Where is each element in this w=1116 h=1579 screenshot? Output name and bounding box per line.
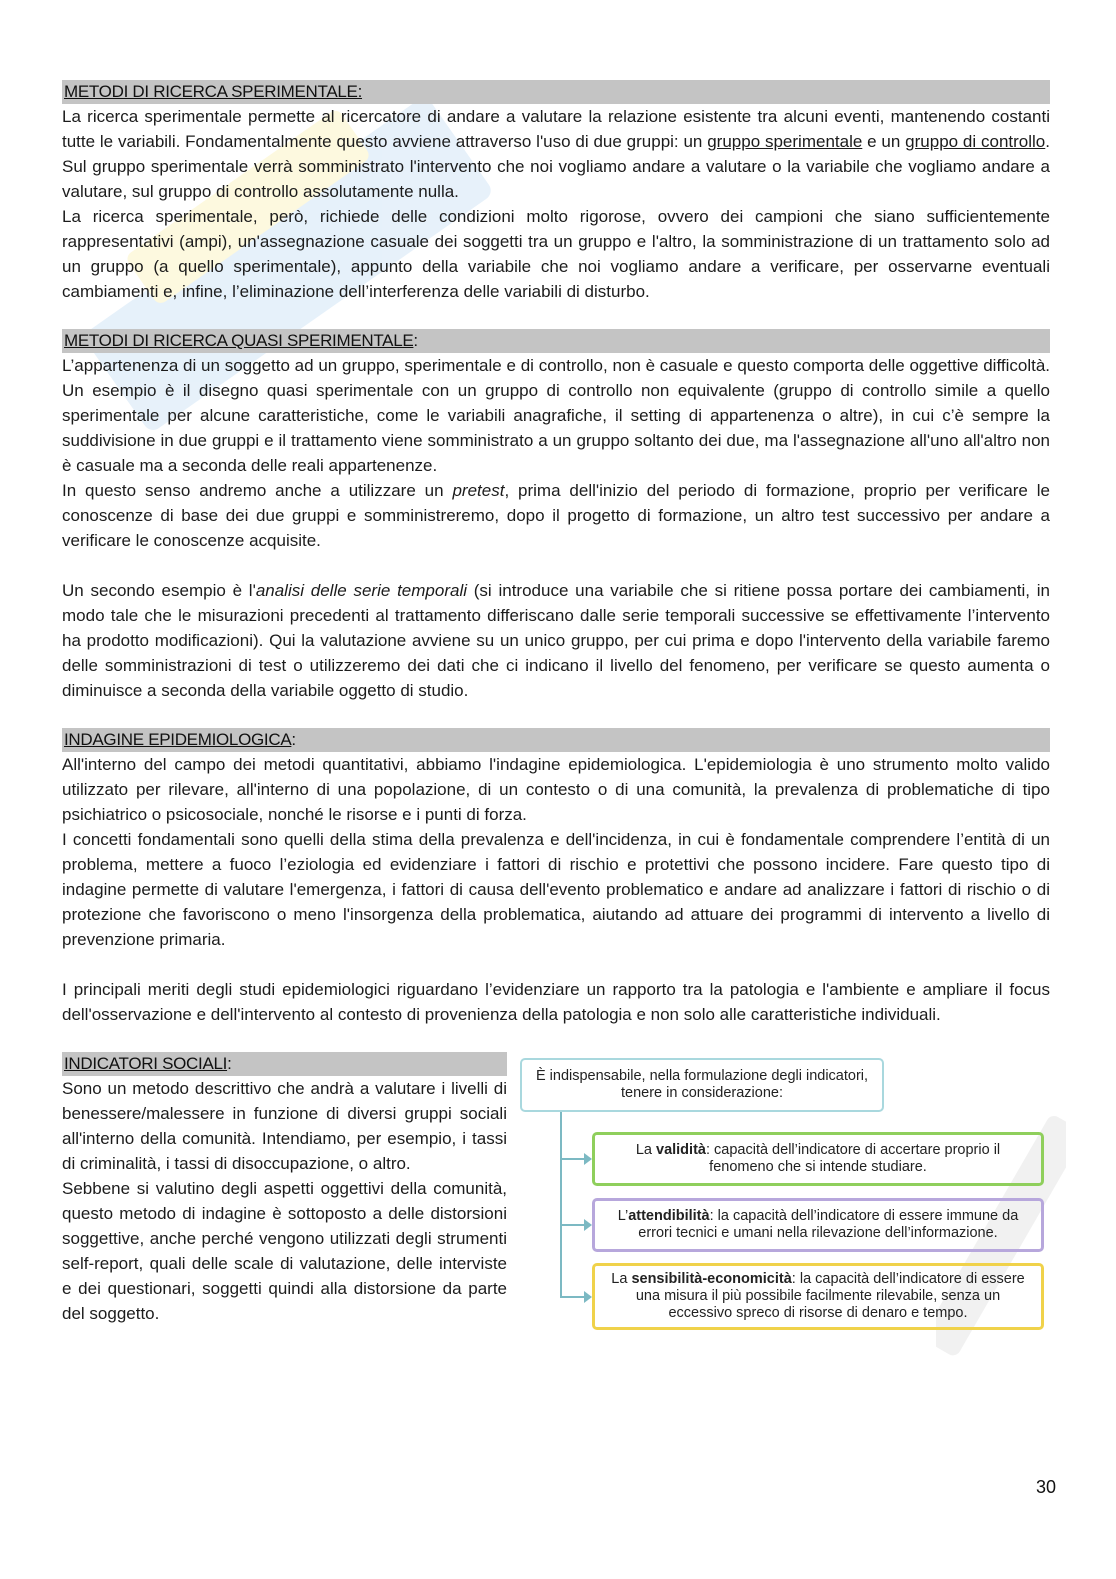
diagram-root-box: È indispensabile, nella formulazione degli indicatori, tenere in considerazione: bbox=[520, 1058, 884, 1112]
paragraph: All'interno del campo dei metodi quantitativi, abbiamo l'indagine epidemiologica. L'epidemiologia è uno strumento molto valido utilizzato per rilevare, all'interno di una popolazione, di un contesto o di una comunità, la prevalenza di problematiche di tipo psichiatrico o psicosociale, nonché le risorse e i punti di forza. bbox=[62, 755, 1050, 824]
paragraph: In questo senso andremo anche a utilizzare un pretest, prima dell'inizio del periodo di formazione, proprio per verificare le conoscenze di base dei due gruppi e somministreremo, dopo il progetto di formazione, un altro test successivo per andare a verificare le conoscenze acquisite. bbox=[62, 481, 1050, 550]
connector-line bbox=[560, 1296, 586, 1298]
paragraph: Sebbene si valutino degli aspetti oggettivi della comunità, questo metodo di indagine è sottoposto a delle distorsioni soggettive, anche perché vengono utilizzati degli strumenti self-report, quali delle scale di valutazione, delle interviste e dei questionari, soggetti quindi alla distorsione da parte del soggetto. bbox=[62, 1179, 507, 1323]
underlined-term: gruppo di controllo bbox=[905, 132, 1046, 151]
connector-arrow bbox=[584, 1291, 592, 1303]
section-ricerca-quasi-sperimentale bbox=[62, 329, 1050, 703]
connector-line bbox=[560, 1112, 562, 1298]
section-heading: METODI DI RICERCA SPERIMENTALE: bbox=[62, 80, 1050, 104]
paragraph: I concetti fondamentali sono quelli della stima della prevalenza e dell'incidenza, in cui è fondamentale comprendere l’entità di un problema, mettere a fuoco l’eziologia ed evidenziare i fattori di rischio e protettivi che possono incidere. Fare questo tipo di indagine permette di valutare l'emergenza, i fattori di causa dell'evento problematico e andare ad analizzare i fattori di rischio o di protezione che favoriscono o meno l'insorgenza della problematica, aiutando ad attuare dei programmi di intervento a livello di prevenzione primaria. bbox=[62, 830, 1050, 949]
connector-arrow bbox=[584, 1219, 592, 1231]
underlined-term: gruppo sperimentale bbox=[707, 132, 863, 151]
connector-arrow bbox=[584, 1153, 592, 1165]
indicators-diagram bbox=[520, 1058, 1050, 1338]
paragraph: Sono un metodo descrittivo che andrà a valutare i livelli di benessere/malessere in funzione di diversi gruppi sociali all'interno della comunità. Intendiamo, per esempio, i tassi di criminalità, i tassi di disoccupazione, o altro. bbox=[62, 1079, 507, 1173]
diagram-box-validita: La validità: capacità dell’indicatore di accertare proprio il fenomeno che si intende studiare. bbox=[592, 1132, 1044, 1186]
diagram-box-sensibilita: La sensibilità-economicità: la capacità dell’indicatore di essere una misura il più possibile facilmente rilevabile, senza un eccessivo spreco di risorse di denaro e tempo. bbox=[592, 1263, 1044, 1330]
connector-line bbox=[560, 1158, 586, 1160]
paragraph: L’appartenenza di un soggetto ad un gruppo, sperimentale e di controllo, non è casuale e questo comporta delle oggettive difficoltà. Un esempio è il disegno quasi sperimentale con un gruppo di controllo non equivalente (gruppo di controllo simile a quello sperimentale per alcune caratteristiche, come le variabili anagrafiche, il setting di appartenenza o altre), in cui c’è sempre la suddivisione in due gruppi e il trattamento viene somministrato a un gruppo soltanto dei due, ma l'assegnazione all'uno all'altro non è casuale ma a seconda delle reali appartenenze. bbox=[62, 356, 1050, 475]
section-heading: METODI DI RICERCA QUASI SPERIMENTALE: bbox=[62, 329, 1050, 353]
paragraph: Un secondo esempio è l'analisi delle serie temporali (si introduce una variabile che si ritiene possa portare dei cambiamenti, in modo tale che le misurazioni precedenti al trattamento differiscano dalle serie temporali successive se effettivamente l’intervento ha prodotto modificazioni). Qui la valutazione avviene su un unico gruppo, per cui prima e dopo l'intervento della variabile faremo delle somministrazioni di test o utilizzeremo dei dati che ci indicano il livello del fenomeno, per verificare se questo aumenta o diminuisce a seconda della variabile oggetto di studio. bbox=[62, 581, 1050, 700]
section-ricerca-sperimentale bbox=[62, 80, 1050, 304]
paragraph: I principali meriti degli studi epidemiologici riguardano l’evidenziare un rapporto tra la patologia e l'ambiente e ampliare il focus dell'osservazione e dell'intervento al contesto di provenienza della patologia e non solo alle caratteristiche individuali. bbox=[62, 980, 1050, 1024]
paragraph: La ricerca sperimentale permette al ricercatore di andare a valutare la relazione esistente tra alcuni eventi, mantenendo costanti tutte le variabili. Fondamentalmente questo avviene attraverso l'uso di due gruppi: un gruppo sperimentale e un gruppo di controllo. Sul gruppo sperimentale verrà somministrato l'intervento che noi vogliamo andare a valutare o la variabile che vogliamo andare a valutare, sul gruppo di controllo assolutamente nulla. bbox=[62, 107, 1050, 201]
document-page bbox=[62, 80, 1050, 1338]
section-indicatori-sociali bbox=[62, 1052, 1050, 1338]
page-number: 30 bbox=[1035, 1477, 1056, 1497]
section-heading: INDICATORI SOCIALI: bbox=[62, 1052, 507, 1076]
section-indagine-epidemiologica bbox=[62, 728, 1050, 1027]
diagram-box-attendibilita: L’attendibilità: la capacità dell’indicatore di essere immune da errori tecnici e umani nella rilevazione dell’informazione. bbox=[592, 1198, 1044, 1252]
section-heading: INDAGINE EPIDEMIOLOGICA: bbox=[62, 728, 1050, 752]
paragraph: La ricerca sperimentale, però, richiede delle condizioni molto rigorose, ovvero dei campioni che siano sufficientemente rappresentativi (ampi), un'assegnazione casuale dei soggetti tra un gruppo e l'altro, la somministrazione di un trattamento solo ad un gruppo (a quello sperimentale), appunto della variabile che noi vogliamo andare a verificare, per osservarne eventuali cambiamenti e, infine, l’eliminazione dell’interferenza delle variabili di disturbo. bbox=[62, 207, 1050, 301]
indicatori-text-column bbox=[62, 1052, 507, 1326]
connector-line bbox=[560, 1224, 586, 1226]
